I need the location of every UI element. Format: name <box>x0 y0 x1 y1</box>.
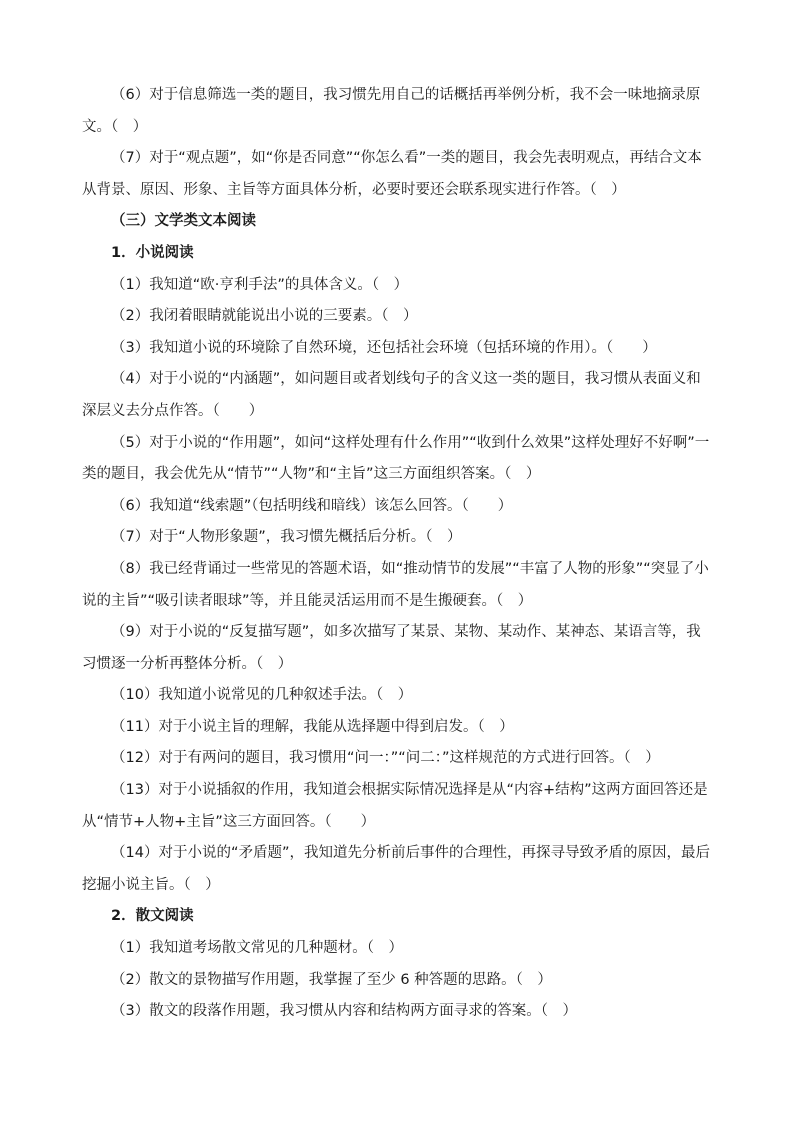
novel-item-2: （2）我闭着眼睛就能说出小说的三要素。（ ） <box>111 308 418 325</box>
novel-item-10: （10）我知道小说常见的几种叙述手法。（ ） <box>111 687 413 704</box>
subsection-heading-novel: 1．小说阅读 <box>111 244 194 261</box>
novel-item-11: （11）对于小说主旨的理解，我能从选择题中得到启发。（ ） <box>111 718 514 735</box>
novel-item-14: （14）对于小说的“矛盾题”，我知道先分析前后事件的合理性，再探寻导致矛盾的原因，最后挖掘小说主旨。（ ） <box>82 845 710 893</box>
paragraph-item-6: （6）对于信息筛选一类的题目，我习惯先用自己的话概括再举例分析，我不会一味地摘录原文。（ ） <box>82 87 701 135</box>
novel-item-1: （1）我知道“欧·亨利手法”的具体含义。（ ） <box>111 276 409 293</box>
document-body <box>82 80 714 1028</box>
novel-item-3: （3）我知道小说的环境除了自然环境，还包括社会环境（包括环境的作用）。（ ） <box>111 339 657 356</box>
section-heading-literary-reading: （三）文学类文本阅读 <box>111 213 256 230</box>
prose-item-2: （2）散文的景物描写作用题，我掌握了至少 6 种答题的思路。（ ） <box>111 971 552 988</box>
subsection-heading-prose: 2．散文阅读 <box>111 908 194 925</box>
novel-item-9: （9）对于小说的“反复描写题”，如多次描写了某景、某物、某动作、某神态、某语言等，我习惯逐一分析再整体分析。（ ） <box>82 624 701 672</box>
prose-item-1: （1）我知道考场散文常见的几种题材。（ ） <box>111 940 403 957</box>
prose-item-3: （3）散文的段落作用题，我习惯从内容和结构两方面寻求的答案。（ ） <box>111 1003 577 1020</box>
novel-item-12: （12）对于有两问的题目，我习惯用“问一：”“问二：”这样规范的方式进行回答。（ ） <box>111 750 660 767</box>
novel-item-4: （4）对于小说的“内涵题”，如问题目或者划线句子的含义这一类的题目，我习惯从表面义和深层义去分点作答。（ ） <box>82 371 701 419</box>
novel-item-5: （5）对于小说的“作用题”，如问“这样处理有什么作用”“收到什么效果”这样处理好不好啊”一类的题目，我会优先从“情节”“人物”和“主旨”这三方面组织答案。（ ） <box>82 434 710 483</box>
paragraph-item-7: （7）对于“观点题”，如“你是否同意”“你怎么看”一类的题目，我会先表明观点，再结合文本从背景、原因、形象、主旨等方面具体分析，必要时要还会联系现实进行作答。（ ） <box>82 150 702 198</box>
novel-item-7: （7）对于“人物形象题”，我习惯先概括后分析。（ ） <box>111 529 462 546</box>
novel-item-6: （6）我知道“线索题”（包括明线和暗线）该怎么回答。（ ） <box>111 497 513 514</box>
novel-item-13: （13）对于小说插叙的作用，我知道会根据实际情况选择是从“内容+结构”这两方面回答还是从“情节+人物+主旨”这三方面回答。（ ） <box>82 782 708 830</box>
novel-item-8: （8）我已经背诵过一些常见的答题术语，如“推动情节的发展”“丰富了人物的形象”“突显了小说的主旨”“吸引读者眼球”等，并且能灵活运用而不是生搬硬套。（ ） <box>82 560 709 609</box>
